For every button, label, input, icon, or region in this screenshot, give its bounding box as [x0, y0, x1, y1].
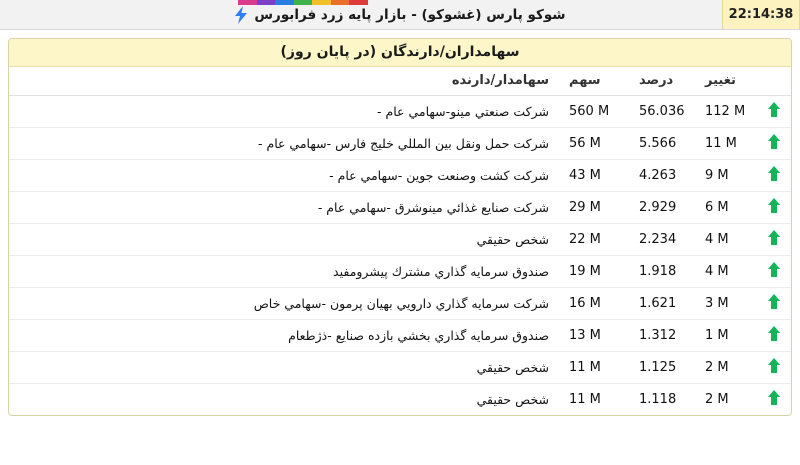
- arrow-up-icon: [768, 230, 781, 245]
- holder-name-cell: شركت صنايع غذائي مينوشرق -سهامي عام -: [9, 192, 559, 224]
- trend-cell: [757, 352, 791, 384]
- shareholders-panel: [8, 38, 792, 416]
- arrow-up-icon: [768, 326, 781, 341]
- change-cell: 9 M: [695, 160, 757, 192]
- percent-cell: 1.125: [629, 352, 695, 384]
- holder-name-cell: شركت صنعتي مينو-سهامي عام -: [9, 96, 559, 128]
- table-header-row: [9, 67, 791, 96]
- trend-cell: [757, 320, 791, 352]
- percent-cell: 1.312: [629, 320, 695, 352]
- trend-cell: [757, 288, 791, 320]
- share-cell: 29 M: [559, 192, 629, 224]
- change-cell: 2 M: [695, 352, 757, 384]
- arrow-up-icon: [768, 294, 781, 309]
- column-header-percent[interactable]: درصد: [629, 67, 695, 96]
- arrow-up-icon: [768, 390, 781, 405]
- table-row[interactable]: [9, 128, 791, 160]
- table-row[interactable]: [9, 224, 791, 256]
- column-header-arrow[interactable]: [757, 67, 791, 96]
- arrow-up-icon: [768, 102, 781, 117]
- table-row[interactable]: [9, 384, 791, 416]
- bolt-icon: [234, 6, 248, 24]
- change-cell: 6 M: [695, 192, 757, 224]
- table-row[interactable]: [9, 320, 791, 352]
- panel-title: سهامداران/دارندگان (در پايان روز): [9, 39, 791, 67]
- change-cell: 4 M: [695, 224, 757, 256]
- arrow-up-icon: [768, 358, 781, 373]
- column-header-share[interactable]: سهم: [559, 67, 629, 96]
- percent-cell: 4.263: [629, 160, 695, 192]
- share-cell: 560 M: [559, 96, 629, 128]
- change-cell: 11 M: [695, 128, 757, 160]
- table-row[interactable]: [9, 96, 791, 128]
- holder-name-cell: شخص حقيقي: [476, 392, 549, 407]
- holder-name-cell: صندوق سرمايه گذاري مشترك پيشرومفيد: [9, 256, 559, 288]
- share-cell: 22 M: [559, 224, 629, 256]
- percent-cell: 5.566: [629, 128, 695, 160]
- arrow-up-icon: [768, 198, 781, 213]
- share-cell: 19 M: [559, 256, 629, 288]
- percent-cell: 56.036: [629, 96, 695, 128]
- trend-cell: [757, 256, 791, 288]
- trend-cell: [757, 128, 791, 160]
- change-cell: 2 M: [705, 392, 729, 407]
- change-cell: 112 M: [695, 96, 757, 128]
- trend-cell: [757, 192, 791, 224]
- holder-name-cell: صندوق سرمايه گذاري بخشي بازده صنايع -ذژطعام: [9, 320, 559, 352]
- column-header-change[interactable]: تغيير: [695, 67, 757, 96]
- table-row[interactable]: [9, 256, 791, 288]
- percent-cell: 1.918: [629, 256, 695, 288]
- arrow-up-icon: [768, 166, 781, 181]
- change-cell: 4 M: [695, 256, 757, 288]
- change-cell: 3 M: [695, 288, 757, 320]
- holder-name-cell: شخص حقيقي: [9, 224, 559, 256]
- holder-name-cell: شركت سرمايه گذاري دارويي بهيان پرمون -سهامي خاص: [9, 288, 559, 320]
- percent-cell: 2.929: [629, 192, 695, 224]
- holder-name-cell: شخص حقيقي: [9, 352, 559, 384]
- table-row[interactable]: [9, 160, 791, 192]
- share-cell: 11 M: [559, 352, 629, 384]
- page-title: شوكو پارس (غشوكو) - بازار پايه زرد فرابورس: [254, 6, 566, 23]
- holder-name-cell: شركت كشت وصنعت جوين -سهامي عام -: [9, 160, 559, 192]
- share-cell: 43 M: [559, 160, 629, 192]
- arrow-up-icon: [768, 134, 781, 149]
- percent-cell: 2.234: [629, 224, 695, 256]
- percent-cell: 1.621: [629, 288, 695, 320]
- clock: 22:14:38: [722, 0, 800, 29]
- share-cell: 16 M: [559, 288, 629, 320]
- share-cell: 13 M: [559, 320, 629, 352]
- share-cell: 56 M: [559, 128, 629, 160]
- color-strip: [238, 0, 368, 5]
- column-header-name[interactable]: سهامدار/دارنده: [9, 67, 559, 96]
- trend-cell: [757, 224, 791, 256]
- change-cell: 1 M: [695, 320, 757, 352]
- instrument-header: [0, 6, 722, 24]
- table-row[interactable]: [9, 288, 791, 320]
- holder-name-cell: شركت حمل ونقل بين المللي خليج فارس -سهامي عام -: [9, 128, 559, 160]
- trend-cell: [757, 160, 791, 192]
- shareholders-table: [9, 67, 791, 415]
- share-cell: 11 M: [569, 392, 601, 407]
- trend-cell: [757, 96, 791, 128]
- arrow-up-icon: [768, 262, 781, 277]
- table-row[interactable]: [9, 192, 791, 224]
- top-bar: [0, 0, 800, 30]
- percent-cell: 1.118: [639, 392, 677, 407]
- table-row[interactable]: [9, 352, 791, 384]
- trend-cell: [757, 384, 791, 416]
